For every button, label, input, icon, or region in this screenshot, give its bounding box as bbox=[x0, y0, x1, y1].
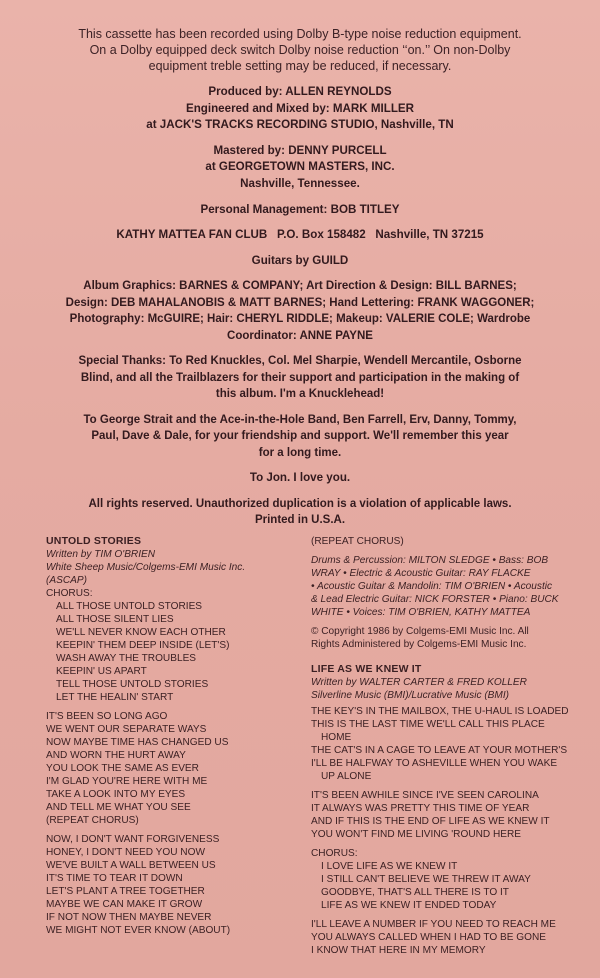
lyric-line: AND WORN THE HURT AWAY bbox=[46, 750, 186, 761]
dolby-notice bbox=[40, 26, 560, 74]
lyric-line: THE KEY'S IN THE MAILBOX, THE U-HAUL IS LOADED bbox=[311, 706, 569, 717]
strait-line: To George Strait and the Ace-in-the-Hole Band, Ben Farrell, Erv, Danny, Tommy, bbox=[83, 413, 517, 426]
verse-lyrics bbox=[46, 710, 296, 814]
production-credits bbox=[40, 84, 560, 134]
credits-block bbox=[40, 26, 560, 538]
thanks-line: Blind, and all the Trailblazers for their support and participation in the making of bbox=[80, 371, 520, 384]
lyric-line: NOW, I DON'T WANT FORGIVENESS bbox=[46, 834, 220, 845]
rights-line: Printed in U.S.A. bbox=[254, 514, 346, 527]
musician-line: • Acoustic Guitar & Mandolin: TIM O'BRIEN • Acoustic bbox=[311, 581, 553, 592]
mastering-credits bbox=[40, 143, 560, 193]
special-thanks bbox=[40, 353, 560, 403]
chorus-lyrics bbox=[46, 600, 296, 704]
lyric-line: THIS IS THE LAST TIME WE'LL CALL THIS PLACE bbox=[311, 719, 545, 730]
lyric-line: YOU LOOK THE SAME AS EVER bbox=[46, 763, 199, 774]
lyric-line: WE WENT OUR SEPARATE WAYS bbox=[46, 724, 207, 735]
musician-credits bbox=[311, 554, 593, 619]
lyric-line: LIFE AS WE KNEW IT ENDED TODAY bbox=[321, 900, 497, 911]
producer-credit: Produced by: ALLEN REYNOLDS bbox=[208, 85, 392, 98]
dedication-text: To Jon. I love you. bbox=[249, 471, 351, 485]
lyric-line: I KNOW THAT HERE IN MY MEMORY bbox=[311, 945, 486, 956]
lyric-line: IF NOT NOW THEN MAYBE NEVER bbox=[46, 912, 212, 923]
repeat-chorus: (REPEAT CHORUS) bbox=[311, 536, 404, 547]
musician-line: Drums & Percussion: MILTON SLEDGE • Bass: BOB bbox=[311, 555, 549, 566]
engineer-credit: Engineered and Mixed by: MARK MILLER bbox=[185, 101, 415, 115]
song-publisher-society: (ASCAP) bbox=[46, 575, 87, 586]
musician-line: WRAY • Electric & Acoustic Guitar: RAY FLACKE bbox=[311, 568, 531, 579]
graphics-line: Photography: McGUIRE; Hair: CHERYL RIDDLE; Makeup: VALERIE COLE; Wardrobe bbox=[69, 313, 531, 326]
thanks-line: this album. I'm a Knucklehead! bbox=[215, 388, 385, 401]
lyric-line: TELL THOSE UNTOLD STORIES bbox=[56, 679, 209, 690]
mastering-city: Nashville, Tennessee. bbox=[240, 176, 360, 190]
song-writer: Written by TIM O'BRIEN bbox=[46, 549, 156, 560]
verse-lyrics bbox=[311, 789, 593, 841]
chorus-label: CHORUS: bbox=[311, 848, 358, 859]
fan-club-text: KATHY MATTEA FAN CLUB P.O. Box 158482 Nashville, TN 37215 bbox=[116, 228, 484, 242]
lyric-line: I'M GLAD YOU'RE HERE WITH ME bbox=[46, 776, 208, 787]
dedication bbox=[40, 470, 560, 487]
graphics-line: Coordinator: ANNE PAYNE bbox=[227, 329, 373, 342]
musician-line: & Lead Electric Guitar: NICK FORSTER • Piano: BUCK bbox=[311, 594, 559, 605]
lyrics-right-column bbox=[311, 535, 593, 957]
lyric-line: IT ALWAYS WAS PRETTY THIS TIME OF YEAR bbox=[311, 803, 530, 814]
lyrics-left-column bbox=[46, 535, 296, 937]
thanks-line: Special Thanks: To Red Knuckles, Col. Mel Sharpie, Wendell Mercantile, Osborne bbox=[78, 355, 522, 368]
strait-line: for a long time. bbox=[258, 446, 342, 459]
notice-line: On a Dolby equipped deck switch Dolby noise reduction ‘‘on.’’ On non-Dolby bbox=[89, 43, 511, 57]
rights-line: All rights reserved. Unauthorized duplication is a violation of applicable laws. bbox=[88, 497, 512, 510]
notice-line: equipment treble setting may be reduced, if necessary. bbox=[148, 59, 452, 73]
lyric-line: I LOVE LIFE AS WE KNEW IT bbox=[321, 861, 458, 872]
lyric-line: YOU WON'T FIND ME LIVING 'ROUND HERE bbox=[311, 829, 522, 840]
strait-thanks bbox=[40, 412, 560, 462]
lyric-line: KEEPIN' US APART bbox=[56, 666, 147, 677]
lyric-line: HONEY, I DON'T NEED YOU NOW bbox=[46, 847, 205, 858]
song-publisher: Silverline Music (BMI)/Lucrative Music (BMI) bbox=[311, 690, 509, 701]
repeat-chorus: (REPEAT CHORUS) bbox=[46, 815, 139, 826]
rights-notice bbox=[40, 496, 560, 529]
lyric-line: WE'LL NEVER KNOW EACH OTHER bbox=[56, 627, 226, 638]
song-publisher: White Sheep Music/Colgems-EMI Music Inc. bbox=[46, 562, 246, 573]
lyric-line: NOW MAYBE TIME HAS CHANGED US bbox=[46, 737, 229, 748]
strait-line: Paul, Dave & Dale, for your friendship and support. We'll remember this year bbox=[91, 430, 509, 443]
mastering-credit: Mastered by: DENNY PURCELL bbox=[213, 143, 387, 157]
lyric-line: IT'S BEEN SO LONG AGO bbox=[46, 711, 168, 722]
lyric-line: UP ALONE bbox=[321, 771, 372, 782]
fan-club bbox=[40, 227, 560, 244]
chorus-label: CHORUS: bbox=[46, 588, 93, 599]
lyric-line: ALL THOSE UNTOLD STORIES bbox=[56, 601, 203, 612]
management-credit bbox=[40, 202, 560, 219]
guitars-text: Guitars by GUILD bbox=[251, 253, 349, 267]
lyric-line: WE MIGHT NOT EVER KNOW (ABOUT) bbox=[46, 925, 231, 936]
graphics-line: Album Graphics: BARNES & COMPANY; Art Direction & Design: BILL BARNES; bbox=[83, 280, 517, 293]
lyric-line: TAKE A LOOK INTO MY EYES bbox=[46, 789, 186, 800]
guitars-credit bbox=[40, 253, 560, 270]
musician-line: WHITE • Voices: TIM O'BRIEN, KATHY MATTEA bbox=[311, 607, 531, 618]
lyric-line: GOODBYE, THAT'S ALL THERE IS TO IT bbox=[321, 887, 509, 898]
lyric-line: YOU ALWAYS CALLED WHEN I HAD TO BE GONE bbox=[311, 932, 547, 943]
copyright-notice bbox=[311, 625, 593, 651]
song-title: LIFE AS WE KNEW IT bbox=[311, 663, 422, 675]
lyric-line: WE'VE BUILT A WALL BETWEEN US bbox=[46, 860, 216, 871]
lyric-line: I'LL LEAVE A NUMBER IF YOU NEED TO REACH ME bbox=[311, 919, 556, 930]
lyric-line: I STILL CAN'T BELIEVE WE THREW IT AWAY bbox=[321, 874, 531, 885]
lyric-line: LET THE HEALIN' START bbox=[56, 692, 174, 703]
mastering-studio: at GEORGETOWN MASTERS, INC. bbox=[205, 160, 395, 174]
verse-lyrics bbox=[311, 705, 593, 783]
song-writer: Written by WALTER CARTER & FRED KOLLER bbox=[311, 677, 527, 688]
copyright-line: Rights Administered by Colgems-EMI Music Inc. bbox=[311, 639, 527, 650]
chorus-lyrics bbox=[311, 860, 593, 912]
lyric-line: MAYBE WE CAN MAKE IT GROW bbox=[46, 899, 203, 910]
lyric-line: IT'S BEEN AWHILE SINCE I'VE SEEN CAROLINA bbox=[311, 790, 539, 801]
notice-line: This cassette has been recorded using Dolby B-type noise reduction equipment. bbox=[78, 27, 522, 41]
lyric-line: AND TELL ME WHAT YOU SEE bbox=[46, 802, 191, 813]
lyric-line: I'LL BE HALFWAY TO ASHEVILLE WHEN YOU WAKE bbox=[311, 758, 558, 769]
lyric-line: THE CAT'S IN A CAGE TO LEAVE AT YOUR MOTHER'S bbox=[311, 745, 568, 756]
copyright-line: © Copyright 1986 by Colgems-EMI Music Inc. All bbox=[311, 626, 529, 637]
lyric-line: ALL THOSE SILENT LIES bbox=[56, 614, 174, 625]
song-title: UNTOLD STORIES bbox=[46, 535, 142, 547]
lyric-line: IT'S TIME TO TEAR IT DOWN bbox=[46, 873, 183, 884]
management-text: Personal Management: BOB TITLEY bbox=[200, 202, 400, 216]
lyric-line: WASH AWAY THE TROUBLES bbox=[56, 653, 197, 664]
lyric-line: LET'S PLANT A TREE TOGETHER bbox=[46, 886, 205, 897]
lyric-line: KEEPIN' THEM DEEP INSIDE (LET'S) bbox=[56, 640, 230, 651]
graphics-credits bbox=[40, 278, 560, 344]
graphics-line: Design: DEB MAHALANOBIS & MATT BARNES; Hand Lettering: FRANK WAGGONER; bbox=[65, 296, 535, 309]
studio-credit: at JACK'S TRACKS RECORDING STUDIO, Nashville, TN bbox=[146, 118, 454, 132]
verse-lyrics bbox=[311, 918, 593, 957]
lyric-line: HOME bbox=[321, 732, 352, 743]
verse-lyrics bbox=[46, 833, 296, 937]
lyric-line: AND IF THIS IS THE END OF LIFE AS WE KNEW IT bbox=[311, 816, 550, 827]
